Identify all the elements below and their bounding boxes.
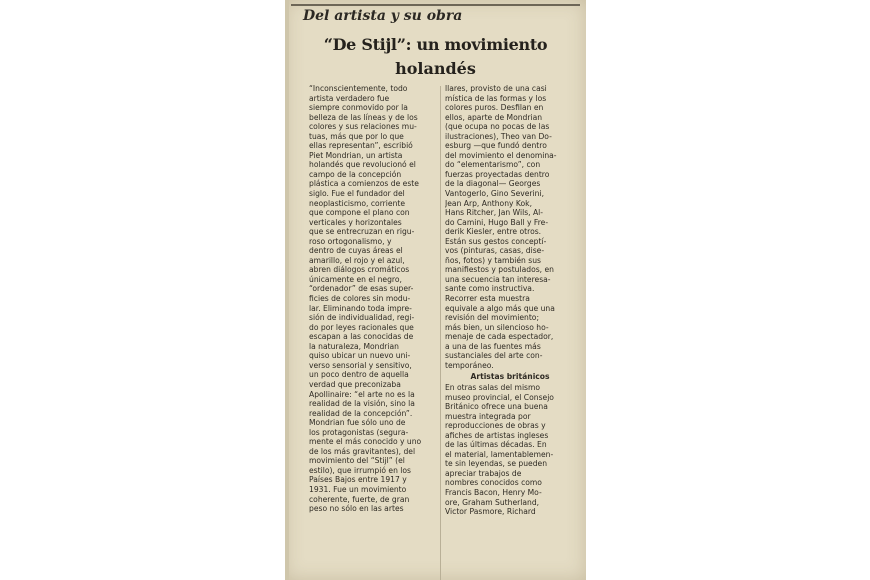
text-line: roso ortogonalismo, y: [309, 236, 392, 246]
text-line: Victor Pasmore, Richard: [445, 507, 536, 517]
text-line: plástica a comienzos de este: [309, 179, 419, 189]
text-line: menaje de cada espectador,: [445, 332, 554, 342]
text-line: abren diálogos cromáticos: [309, 265, 410, 275]
text-line: vos (pinturas, casas, dise-: [445, 246, 545, 256]
text-line: te sin leyendas, se pueden: [445, 459, 548, 469]
text-line: quiso ubicar un nuevo uni-: [309, 351, 411, 361]
text-line: neoplasticismo, corriente: [309, 198, 406, 208]
text-line: de los más gravitantes), del: [309, 446, 416, 456]
headline-line-1: “De Stijl”: un movimiento: [323, 35, 548, 54]
text-line: manifiestos y postulados, en: [445, 265, 554, 275]
text-line: siempre conmovido por la: [309, 103, 408, 113]
headline-line-2: holandés: [395, 59, 476, 78]
text-line: un poco dentro de aquella: [309, 370, 409, 380]
subheading: Artistas británicos: [470, 372, 550, 382]
text-line: ellas representan”, escribió: [309, 141, 413, 151]
text-line: de las últimas décadas. En: [445, 440, 547, 450]
text-line: amarillo, el rojo y el azul,: [309, 255, 405, 265]
text-line: sante como instructiva.: [445, 284, 535, 294]
text-line: ños, fotos) y también sus: [445, 255, 542, 265]
text-line: escapan a las conocidas de: [309, 332, 414, 342]
text-line: museo provincial, el Consejo: [445, 392, 554, 402]
text-line: movimiento del “Stijl” (el: [309, 456, 405, 466]
text-line: de la diagonal— Georges: [445, 179, 541, 189]
text-line: muestra integrada por: [445, 411, 531, 421]
text-line: esburg —que fundó dentro: [445, 141, 547, 151]
text-line: do Camini, Hugo Ball y Fre-: [445, 217, 549, 227]
text-line: afiches de artistas ingleses: [445, 430, 549, 440]
text-line: Hans Ritcher, Jan Wils, Al-: [445, 208, 544, 218]
text-line: revisión del movimiento;: [445, 313, 540, 323]
text-line: lar. Eliminando toda impre-: [309, 303, 412, 313]
text-line: apreciar trabajos de: [445, 468, 522, 478]
text-line: “ordenador” de esas super-: [309, 284, 414, 294]
text-line: equivale a algo más que una: [445, 303, 555, 313]
column-divider: [440, 86, 441, 580]
text-line: Recorrer esta muestra: [445, 294, 530, 304]
text-line: do por leyes racionales que: [309, 322, 414, 332]
text-line: Países Bajos entre 1917 y: [309, 475, 407, 485]
text-line: tuas, más que por lo que: [309, 131, 404, 141]
text-line: ore, Graham Sutherland,: [445, 497, 540, 507]
text-line: belleza de las líneas y de los: [309, 112, 418, 122]
text-line: artista verdadero fue: [309, 93, 390, 103]
text-line: dentro de cuyas áreas el: [309, 246, 403, 256]
text-line: estilo), que irrumpió en los: [309, 465, 412, 475]
text-line: verso sensorial y sensitivo,: [309, 360, 412, 370]
text-line: derik Kiesler, entre otros.: [445, 227, 542, 237]
text-line: que se entrecruzan en rigu-: [309, 227, 415, 237]
text-line: do “elementarismo”, con: [445, 160, 541, 170]
text-line: Británico ofrece una buena: [445, 402, 548, 412]
text-line: coherente, fuerte, de gran: [309, 494, 410, 504]
text-line: campo de la concepción: [309, 169, 402, 179]
text-line: verticales y horizontales: [309, 217, 402, 227]
newspaper-clipping: [285, 0, 586, 580]
text-line: una secuencia tan interesa-: [445, 274, 551, 284]
text-line: la naturaleza, Mondrian: [309, 341, 399, 351]
left-column: [309, 84, 439, 514]
text-line: sustanciales del arte con-: [445, 351, 543, 361]
text-line: del movimiento el denomina-: [445, 150, 557, 160]
text-line: colores y sus relaciones mu-: [309, 122, 417, 132]
text-line: reproducciones de obras y: [445, 421, 546, 431]
text-line: 1931. Fue un movimiento: [309, 484, 407, 494]
text-line: Piet Mondrian, un artista: [309, 150, 403, 160]
text-line: Jean Arp, Anthony Kok,: [445, 198, 532, 208]
text-line: los protagonistas (segura-: [309, 427, 409, 437]
text-line: Mondrian fue sólo uno de: [309, 418, 406, 428]
text-line: nombres conocidos como: [445, 478, 542, 488]
text-line: sión de individualidad, regi-: [309, 313, 415, 323]
text-line: a una de las fuentes más: [445, 341, 541, 351]
text-line: peso no sólo en las artes: [309, 504, 404, 514]
section-title: Del artista y su obra: [303, 8, 463, 24]
text-line: (que ocupa no pocas de las: [445, 122, 550, 132]
text-line: Francis Bacon, Henry Mo-: [445, 487, 542, 497]
text-line: En otras salas del mismo: [445, 382, 541, 392]
text-line: ilustraciones), Theo van Do-: [445, 131, 552, 141]
text-line: ficies de colores sin modu-: [309, 294, 411, 304]
text-line: colores puros. Desfilan en: [445, 103, 544, 113]
text-line: que compone el plano con: [309, 208, 410, 218]
text-line: realidad de la concepción”.: [309, 408, 413, 418]
text-line: más bien, un silencioso ho-: [445, 322, 549, 332]
text-line: verdad que preconizaba: [309, 379, 401, 389]
right-column: [445, 84, 575, 517]
text-line: mística de las formas y los: [445, 93, 547, 103]
clipping-edge: [285, 0, 289, 580]
top-rule: [291, 4, 580, 6]
text-line: realidad de la visión, sino la: [309, 399, 415, 409]
text-line: holandés que revolucionó el: [309, 160, 416, 170]
text-line: siglo. Fue el fundador del: [309, 189, 405, 199]
text-line: únicamente en el negro,: [309, 274, 402, 284]
text-line: llares, provisto de una casi: [445, 84, 547, 93]
text-line: el material, lamentablemen-: [445, 449, 554, 459]
text-line: fuerzas proyectadas dentro: [445, 169, 550, 179]
text-line: Vantogerlo, Gino Severini,: [445, 189, 544, 199]
text-line: “Inconscientemente, todo: [309, 84, 408, 93]
text-line: mente el más conocido y uno: [309, 437, 422, 447]
text-line: Están sus gestos conceptí-: [445, 236, 547, 246]
text-line: ellos, aparte de Mondrian: [445, 112, 543, 122]
text-line: Apollinaire: “el arte no es la: [309, 389, 415, 399]
text-line: temporáneo.: [445, 360, 494, 370]
